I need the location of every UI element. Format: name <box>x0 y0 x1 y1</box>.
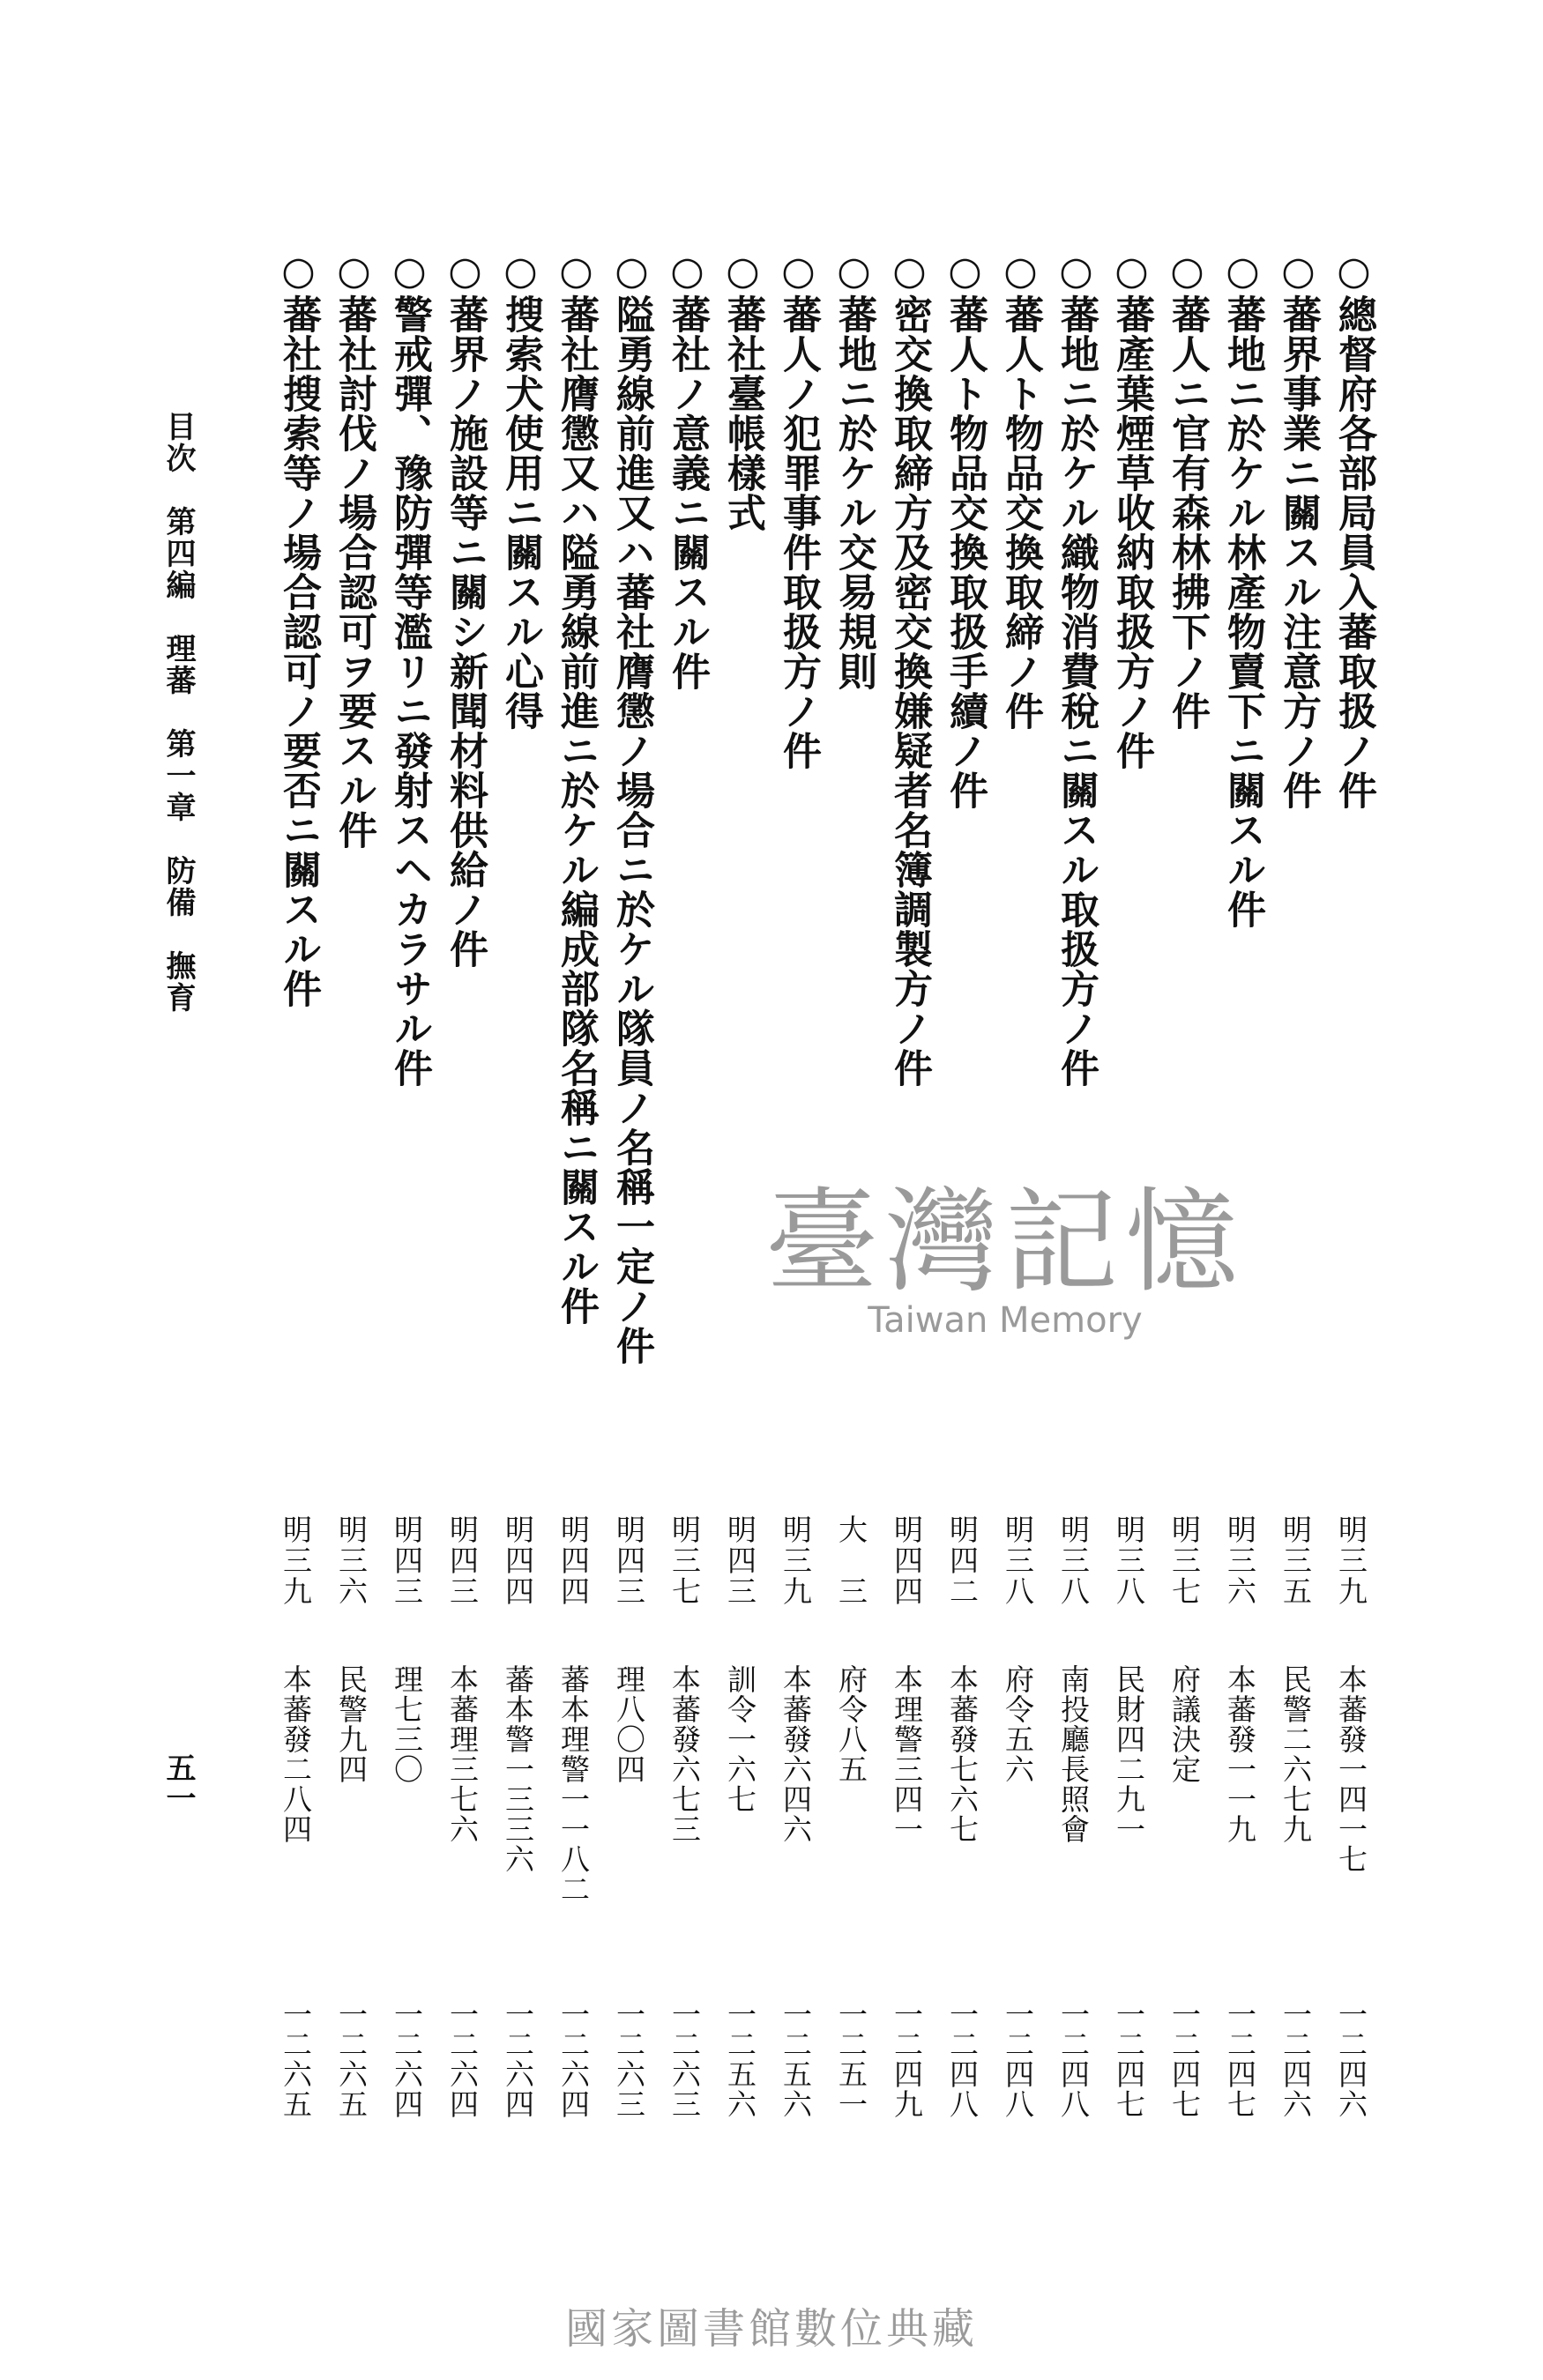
archive-footer: 國家圖書館數位典藏 <box>564 2304 978 2354</box>
entry-page: 一二六四 <box>556 1999 591 2119</box>
watermark-cjk-text: 臺灣記憶 <box>764 1177 1245 1308</box>
entry-page: 一二四七 <box>1223 1999 1257 2119</box>
circle-bullet-icon: ○ <box>776 249 821 294</box>
circle-bullet-icon: ○ <box>831 249 876 294</box>
entry-page: 一二五六 <box>779 1999 813 2119</box>
circle-bullet-icon: ○ <box>332 249 376 294</box>
circle-bullet-icon: ○ <box>1220 249 1265 294</box>
entry-page: 一二五六 <box>723 1999 757 2119</box>
entry-era: 明四二 <box>945 1514 980 1607</box>
entry-reference: 蕃本理警一一八二 <box>556 1664 591 1904</box>
entry-page: 一二四六 <box>1334 1999 1368 2119</box>
circle-bullet-icon: ○ <box>609 249 654 294</box>
entry-reference: 訓令一六七 <box>723 1664 757 1814</box>
entry-era: 明三九 <box>279 1514 313 1607</box>
page-number: 五一 <box>160 1752 196 1812</box>
entry-era: 明四三 <box>390 1514 424 1607</box>
entry-reference: 南投廳長照會 <box>1056 1664 1091 1844</box>
watermark-english-text: Taiwan Memory <box>868 1300 1143 1341</box>
circle-bullet-icon: ○ <box>1276 249 1321 294</box>
entry-reference: 理七三〇 <box>390 1664 424 1784</box>
circle-bullet-icon: ○ <box>943 249 988 294</box>
entry-era: 明四三 <box>612 1514 646 1607</box>
entry-title: 警戒彈、豫防彈等濫リニ發射スヘカラサル件 <box>387 294 432 1088</box>
entry-title: 蕃社搜索等ノ場合認可ノ要否ニ關スル件 <box>276 294 321 1008</box>
entry-era: 明三五 <box>1278 1514 1313 1607</box>
circle-bullet-icon: ○ <box>554 249 599 294</box>
entry-era: 明三六 <box>334 1514 369 1607</box>
entry-page: 一二四六 <box>1278 1999 1313 2119</box>
circle-bullet-icon: ○ <box>443 249 488 294</box>
circle-bullet-icon: ○ <box>1054 249 1099 294</box>
entry-title: 蕃界ノ施設等ニ關シ新聞材料供給ノ件 <box>443 294 488 969</box>
entry-page: 一二四八 <box>1056 1999 1091 2119</box>
entry-page: 一二六四 <box>501 1999 535 2119</box>
entry-reference: 本蕃發七六七 <box>945 1664 980 1844</box>
entry-era: 明三九 <box>1334 1514 1368 1607</box>
watermark-logo <box>758 1177 1252 1357</box>
entry-page: 一二四七 <box>1112 1999 1146 2119</box>
running-header: 目次 第四編 理蕃 第一章 防備 撫育 <box>160 411 196 1014</box>
entry-era: 明三七 <box>1167 1514 1202 1607</box>
entry-title: 蕃人ニ官有森林拂下ノ件 <box>1165 294 1210 731</box>
circle-bullet-icon: ○ <box>998 249 1043 294</box>
entry-page: 一二六四 <box>390 1999 424 2119</box>
entry-title: 隘勇線前進又ハ蕃社膺懲ノ場合ニ於ケル隊員ノ名稱一定ノ件 <box>609 294 654 1365</box>
entry-era: 明四三 <box>723 1514 757 1607</box>
entry-title: 蕃社ノ意義ニ關スル件 <box>665 294 710 691</box>
entry-title: 蕃地ニ於ケル織物消費稅ニ關スル取扱方ノ件 <box>1054 294 1099 1088</box>
entry-title: 搜索犬使用ニ關スル心得 <box>498 294 543 731</box>
entry-reference: 本蕃發六四六 <box>779 1664 813 1844</box>
entry-title: 蕃人ノ犯罪事件取扱方ノ件 <box>776 294 821 770</box>
entry-page: 一二四八 <box>945 1999 980 2119</box>
circle-bullet-icon: ○ <box>665 249 710 294</box>
entry-title: 蕃界事業ニ關スル注意方ノ件 <box>1276 294 1321 810</box>
entry-era: 明四四 <box>501 1514 535 1607</box>
entry-title: 蕃社討伐ノ場合認可ヲ要スル件 <box>332 294 376 850</box>
circle-bullet-icon: ○ <box>887 249 932 294</box>
entry-page: 一二六三 <box>612 1999 646 2119</box>
entry-reference: 民警九四 <box>334 1664 369 1784</box>
entry-reference: 本蕃發一一九 <box>1223 1664 1257 1844</box>
entry-page: 一二四九 <box>890 1999 924 2119</box>
entry-title: 蕃地ニ於ケル交易規則 <box>831 294 876 691</box>
circle-bullet-icon: ○ <box>1109 249 1154 294</box>
entry-page: 一二六五 <box>334 1999 369 2119</box>
circle-bullet-icon: ○ <box>1331 249 1376 294</box>
entry-page: 一二五一 <box>834 1999 868 2119</box>
entry-title: 蕃地ニ於ケル林產物賣下ニ關スル件 <box>1220 294 1265 929</box>
entry-reference: 蕃本警一三三六 <box>501 1664 535 1874</box>
entry-title: 總督府各部局員入蕃取扱ノ件 <box>1331 294 1376 810</box>
entry-reference: 本蕃發二八四 <box>279 1664 313 1844</box>
entry-reference: 本蕃發一四一七 <box>1334 1664 1368 1874</box>
entry-page: 一二四八 <box>1001 1999 1035 2119</box>
entry-title: 蕃社臺帳樣式 <box>720 294 765 532</box>
circle-bullet-icon: ○ <box>498 249 543 294</box>
entry-reference: 府議決定 <box>1167 1664 1202 1784</box>
entry-title: 蕃社膺懲又ハ隘勇線前進ニ於ケル編成部隊名稱ニ關スル件 <box>554 294 599 1326</box>
entry-era: 明四四 <box>556 1514 591 1607</box>
entry-era: 明三六 <box>1223 1514 1257 1607</box>
entry-title: 蕃人ト物品交換取扱手續ノ件 <box>943 294 988 810</box>
entry-reference: 府令八五 <box>834 1664 868 1784</box>
entry-reference: 本蕃發六七三 <box>667 1664 702 1844</box>
entry-era: 明三八 <box>1001 1514 1035 1607</box>
entry-reference: 民警二六七九 <box>1278 1664 1313 1844</box>
entry-era: 明三八 <box>1112 1514 1146 1607</box>
entry-era: 明四三 <box>445 1514 480 1607</box>
entry-reference: 本理警三四一 <box>890 1664 924 1844</box>
entry-title: 密交換取締方及密交換嫌疑者名簿調製方ノ件 <box>887 294 932 1088</box>
circle-bullet-icon: ○ <box>276 249 321 294</box>
entry-reference: 理八〇四 <box>612 1664 646 1784</box>
entry-page: 一二四七 <box>1167 1999 1202 2119</box>
circle-bullet-icon: ○ <box>387 249 432 294</box>
entry-era: 明三九 <box>779 1514 813 1607</box>
entry-page: 一二六四 <box>445 1999 480 2119</box>
entry-title: 蕃人ト物品交換取締ノ件 <box>998 294 1043 731</box>
circle-bullet-icon: ○ <box>1165 249 1210 294</box>
entry-reference: 本蕃理三七六 <box>445 1664 480 1844</box>
entry-reference: 府令五六 <box>1001 1664 1035 1784</box>
circle-bullet-icon: ○ <box>720 249 765 294</box>
entry-era: 大 三 <box>834 1514 868 1607</box>
entry-page: 一二六五 <box>279 1999 313 2119</box>
entry-era: 明四四 <box>890 1514 924 1607</box>
entry-era: 明三七 <box>667 1514 702 1607</box>
entry-title: 蕃產葉煙草收納取扱方ノ件 <box>1109 294 1154 770</box>
entry-reference: 民財四二九一 <box>1112 1664 1146 1844</box>
entry-page: 一二六三 <box>667 1999 702 2119</box>
entry-era: 明三八 <box>1056 1514 1091 1607</box>
